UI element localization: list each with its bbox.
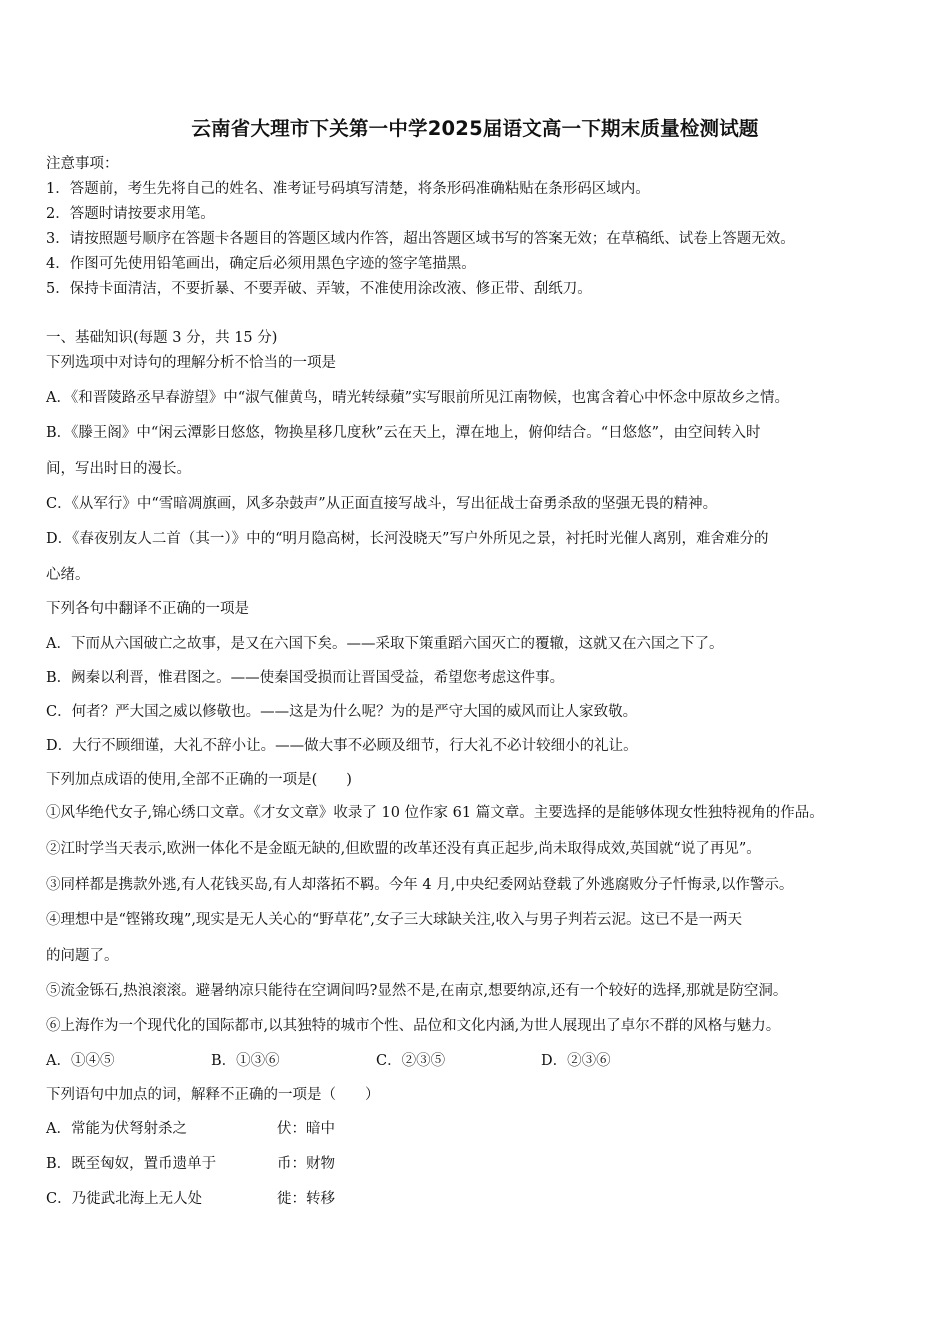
exam-title: 云南省大理市下关第一中学2025届语文高一下期末质量检测试题 (191, 117, 759, 140)
notice-item-1: 1．答题前，考生先将自己的姓名、准考证号码填写清楚，将条形码准确粘贴在条形码区域内。 (46, 181, 650, 197)
q4-row-c-sentence: C．乃徙武北海上无人处 (46, 1191, 203, 1207)
q3-sentence-4-line1: ④理想中是“铿锵玫瑰”,现实是无人关心的“野草花”,女子三大球缺关注,收入与男子判若云泥。这已不是一两天 (46, 912, 742, 928)
q1-option-b-line1: B．《滕王阁》中“闲云潭影日悠悠，物换星移几度秋”云在天上，潭在地上，俯仰结合。“日悠悠”，由空间转入时 (46, 425, 761, 441)
q4-stem: 下列语句中加点的词，解释不正确的一项是（ ） (46, 1087, 380, 1103)
notice-item-3: 3．请按照题号顺序在答题卡各题目的答题区域内作答，超出答题区域书写的答案无效；在草稿纸、试卷上答题无效。 (46, 231, 795, 247)
q2-option-a: A．下而从六国破亡之故事，是又在六国下矣。——采取下策重蹈六国灭亡的覆辙，这就又在六国之下了。 (46, 636, 724, 652)
q1-stem: 下列选项中对诗句的理解分析不恰当的一项是 (46, 355, 336, 371)
q3-option-c: C．②③⑤ (376, 1053, 446, 1069)
q4-row-c-gloss: 徙：转移 (277, 1191, 335, 1207)
q4-row-b-sentence: B．既至匈奴，置币遗单于 (46, 1156, 217, 1172)
q4-row-b-gloss: 币：财物 (277, 1156, 335, 1172)
q4-row-a-gloss: 伏：暗中 (277, 1121, 335, 1137)
q2-option-b: B．阙秦以利晋，惟君图之。——使秦国受损而让晋国受益，希望您考虑这件事。 (46, 670, 565, 686)
q1-option-a: A．《和晋陵路丞早春游望》中“淑气催黄鸟，晴光转绿蘋”实写眼前所见江南物候，也寓含着心中怀念中原故乡之情。 (46, 390, 790, 406)
q3-sentence-4-line2: 的问题了。 (46, 948, 119, 964)
q4-row-c (46, 1187, 546, 1207)
q3-option-b: B．①③⑥ (211, 1053, 280, 1069)
q1-option-b-line2: 间，写出时日的漫长。 (46, 461, 191, 477)
q3-sentence-5: ⑤流金铄石,热浪滚滚。避暑纳凉只能待在空调间吗?显然不是,在南京,想要纳凉,还有一个较好的选择,那就是防空洞。 (46, 983, 788, 999)
q3-sentence-3: ③同样都是携款外逃,有人花钱买岛,有人却落拓不羁。今年 4 月,中央纪委网站登载了外逃腐败分子忏悔录,以作警示。 (46, 877, 794, 893)
q1-option-d-line1: D．《春夜别友人二首（其一）》中的“明月隐高树，长河没晓天”写户外所见之景，衬托时光催人离别，难舍难分的 (46, 531, 769, 547)
q3-sentence-6: ⑥上海作为一个现代化的国际都市,以其独特的城市个性、品位和文化内涵,为世人展现出了卓尔不群的风格与魅力。 (46, 1018, 781, 1034)
notice-heading: 注意事项： (46, 156, 119, 172)
notice-item-4: 4．作图可先使用铅笔画出，确定后必须用黑色字迹的签字笔描黑。 (46, 256, 476, 272)
q2-option-d: D．大行不顾细谨，大礼不辞小让。——做大事不必顾及细节，行大礼不必计较细小的礼让。 (46, 738, 638, 754)
q4-row-a-sentence: A．常能为伏弩射杀之 (46, 1121, 187, 1137)
q3-option-a: A．①④⑤ (46, 1053, 115, 1069)
q2-stem: 下列各句中翻译不正确的一项是 (46, 601, 249, 617)
q3-sentence-1: ①风华绝代女子,锦心绣口文章。《才女文章》收录了 10 位作家 61 篇文章。主要选择的是能够体现女性独特视角的作品。 (46, 805, 824, 821)
q3-sentence-2: ②江时学当天表示,欧洲一体化不是金瓯无缺的,但欧盟的改革还没有真正起步,尚未取得成效,英国就“说了再见”。 (46, 841, 761, 857)
q1-option-d-line2: 心绪。 (46, 567, 90, 583)
q2-option-c: C．何者？严大国之威以修敬也。——这是为什么呢？为的是严守大国的威风而让人家致敬。 (46, 704, 638, 720)
notice-item-2: 2．答题时请按要求用笔。 (46, 206, 215, 222)
q4-row-b (46, 1152, 546, 1172)
q3-stem: 下列加点成语的使用,全部不正确的一项是( ) (46, 772, 352, 788)
q1-option-c: C．《从军行》中“雪暗凋旗画，风多杂鼓声”从正面直接写战斗，写出征战士奋勇杀敌的坚强无畏的精神。 (46, 496, 718, 512)
q3-options (46, 1049, 846, 1069)
section-heading: 一、基础知识(每题 3 分，共 15 分) (46, 330, 278, 346)
q4-row-a (46, 1117, 546, 1137)
notice-item-5: 5．保持卡面清洁，不要折暴、不要弄破、弄皱，不准使用涂改液、修正带、刮纸刀。 (46, 281, 592, 297)
q3-option-d: D．②③⑥ (541, 1053, 611, 1069)
